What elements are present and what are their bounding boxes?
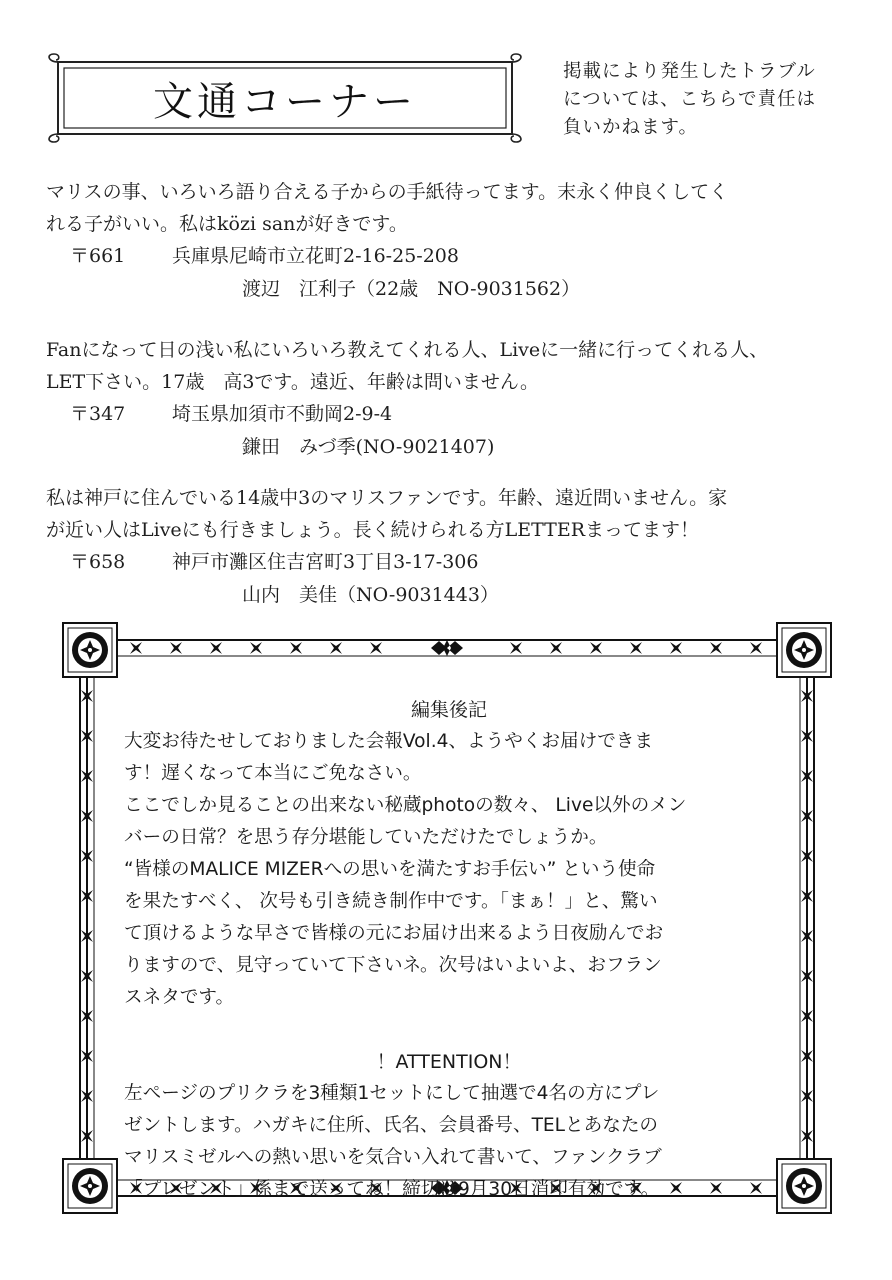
text-line: マリスミゼルへの熱い思いを気合い入れて書いて、ファンクラブ — [124, 1147, 662, 1168]
editor-note-text — [124, 726, 774, 1014]
message-line: が近い人はLiveにも行きましょう。長く続けられる方LETTERまってます！ — [46, 519, 700, 541]
disclaimer — [563, 58, 848, 142]
disclaimer-line: については、こちらで責任は — [563, 89, 816, 110]
text-line: ここでしか見ることの出来ない秘蔵photoの数々、 Live以外のメン — [124, 795, 687, 816]
text-line: す！遅くなって本当にご免なさい。 — [124, 763, 422, 784]
address-text: 埼玉県加須市不動岡2-9-4 — [172, 403, 393, 425]
entry-name: 山内 美佳（NO-9031443） — [242, 584, 499, 606]
attention-text — [124, 1078, 774, 1206]
message-line: LET下さい。17歳 高3です。遠近、年齢は問いません。 — [46, 371, 540, 393]
title-frame — [44, 52, 526, 144]
disclaimer-line: 掲載により発生したトラブル — [563, 61, 816, 82]
text-line: ゼントします。ハガキに住所、氏名、会員番号、TELとあなたの — [124, 1115, 659, 1136]
text-line: りますので、見守っていて下さいネ。次号はいよいよ、おフラン — [124, 955, 662, 976]
editor-note-heading: 編集後記 — [410, 699, 487, 721]
text-line: バーの日常？を思う存分堪能していただけたでしょうか。 — [124, 827, 608, 848]
address-text: 兵庫県尼崎市立花町2-16-25-208 — [172, 245, 459, 267]
message-line: マリスの事、いろいろ語り合える子からの手紙待ってます。末永く仲良くしてく — [46, 181, 729, 203]
page-title: 文通コーナー — [153, 78, 417, 125]
text-line: 左ページのプリクラを3種類1セットにして抽選で4名の方にプレ — [124, 1083, 660, 1104]
text-line: 「プレゼント」係まで送ってね！締切は9月30日消印有効です。 — [124, 1179, 660, 1200]
pen-pal-entry — [46, 482, 846, 612]
disclaimer-line: 負いかねます。 — [563, 117, 699, 138]
entry-address — [70, 546, 846, 578]
entry-message — [46, 334, 846, 398]
message-line: Fanになって日の浅い私にいろいろ教えてくれる人、Liveに一緒に行ってくれる人、 — [46, 339, 769, 361]
zip-code: 〒661 — [70, 245, 126, 267]
entry-name: 鎌田 みづ季(NO-9021407) — [242, 436, 495, 458]
pen-pal-entry — [46, 176, 846, 306]
text-line: スネタです。 — [124, 987, 235, 1008]
pen-pal-entry — [46, 334, 846, 464]
entry-message — [46, 176, 846, 240]
entry-address — [70, 398, 846, 430]
text-line: “皆様のMALICE MIZERへの思いを満たすお手伝い” という使命 — [124, 859, 656, 880]
attention-heading: ！ATTENTION！ — [376, 1051, 522, 1073]
text-line: を果たすべく、 次号も引き続き制作中です。「まぁ！」と、驚い — [124, 891, 658, 912]
zip-code: 〒347 — [70, 403, 126, 425]
address-text: 神戸市灘区住吉宮町3丁目3-17-306 — [172, 551, 479, 573]
entry-message — [46, 482, 846, 546]
text-line: 大変お待たせしておりました会報Vol.4、ようやくお届けできま — [124, 731, 653, 752]
editor-note-content — [124, 694, 774, 1206]
text-line: て頂けるような早さで皆様の元にお届け出来るよう日夜励んでお — [124, 923, 664, 944]
zip-code: 〒658 — [70, 551, 126, 573]
message-line: 私は神戸に住んでいる14歳中3のマリスファンです。年齢、遠近問いません。家 — [46, 487, 728, 509]
editor-note-box — [60, 620, 834, 1216]
entry-address — [70, 240, 846, 272]
message-line: れる子がいい。私はközi sanが好きです。 — [46, 213, 408, 235]
entry-name: 渡辺 江利子（22歳 NO-9031562） — [242, 278, 581, 300]
